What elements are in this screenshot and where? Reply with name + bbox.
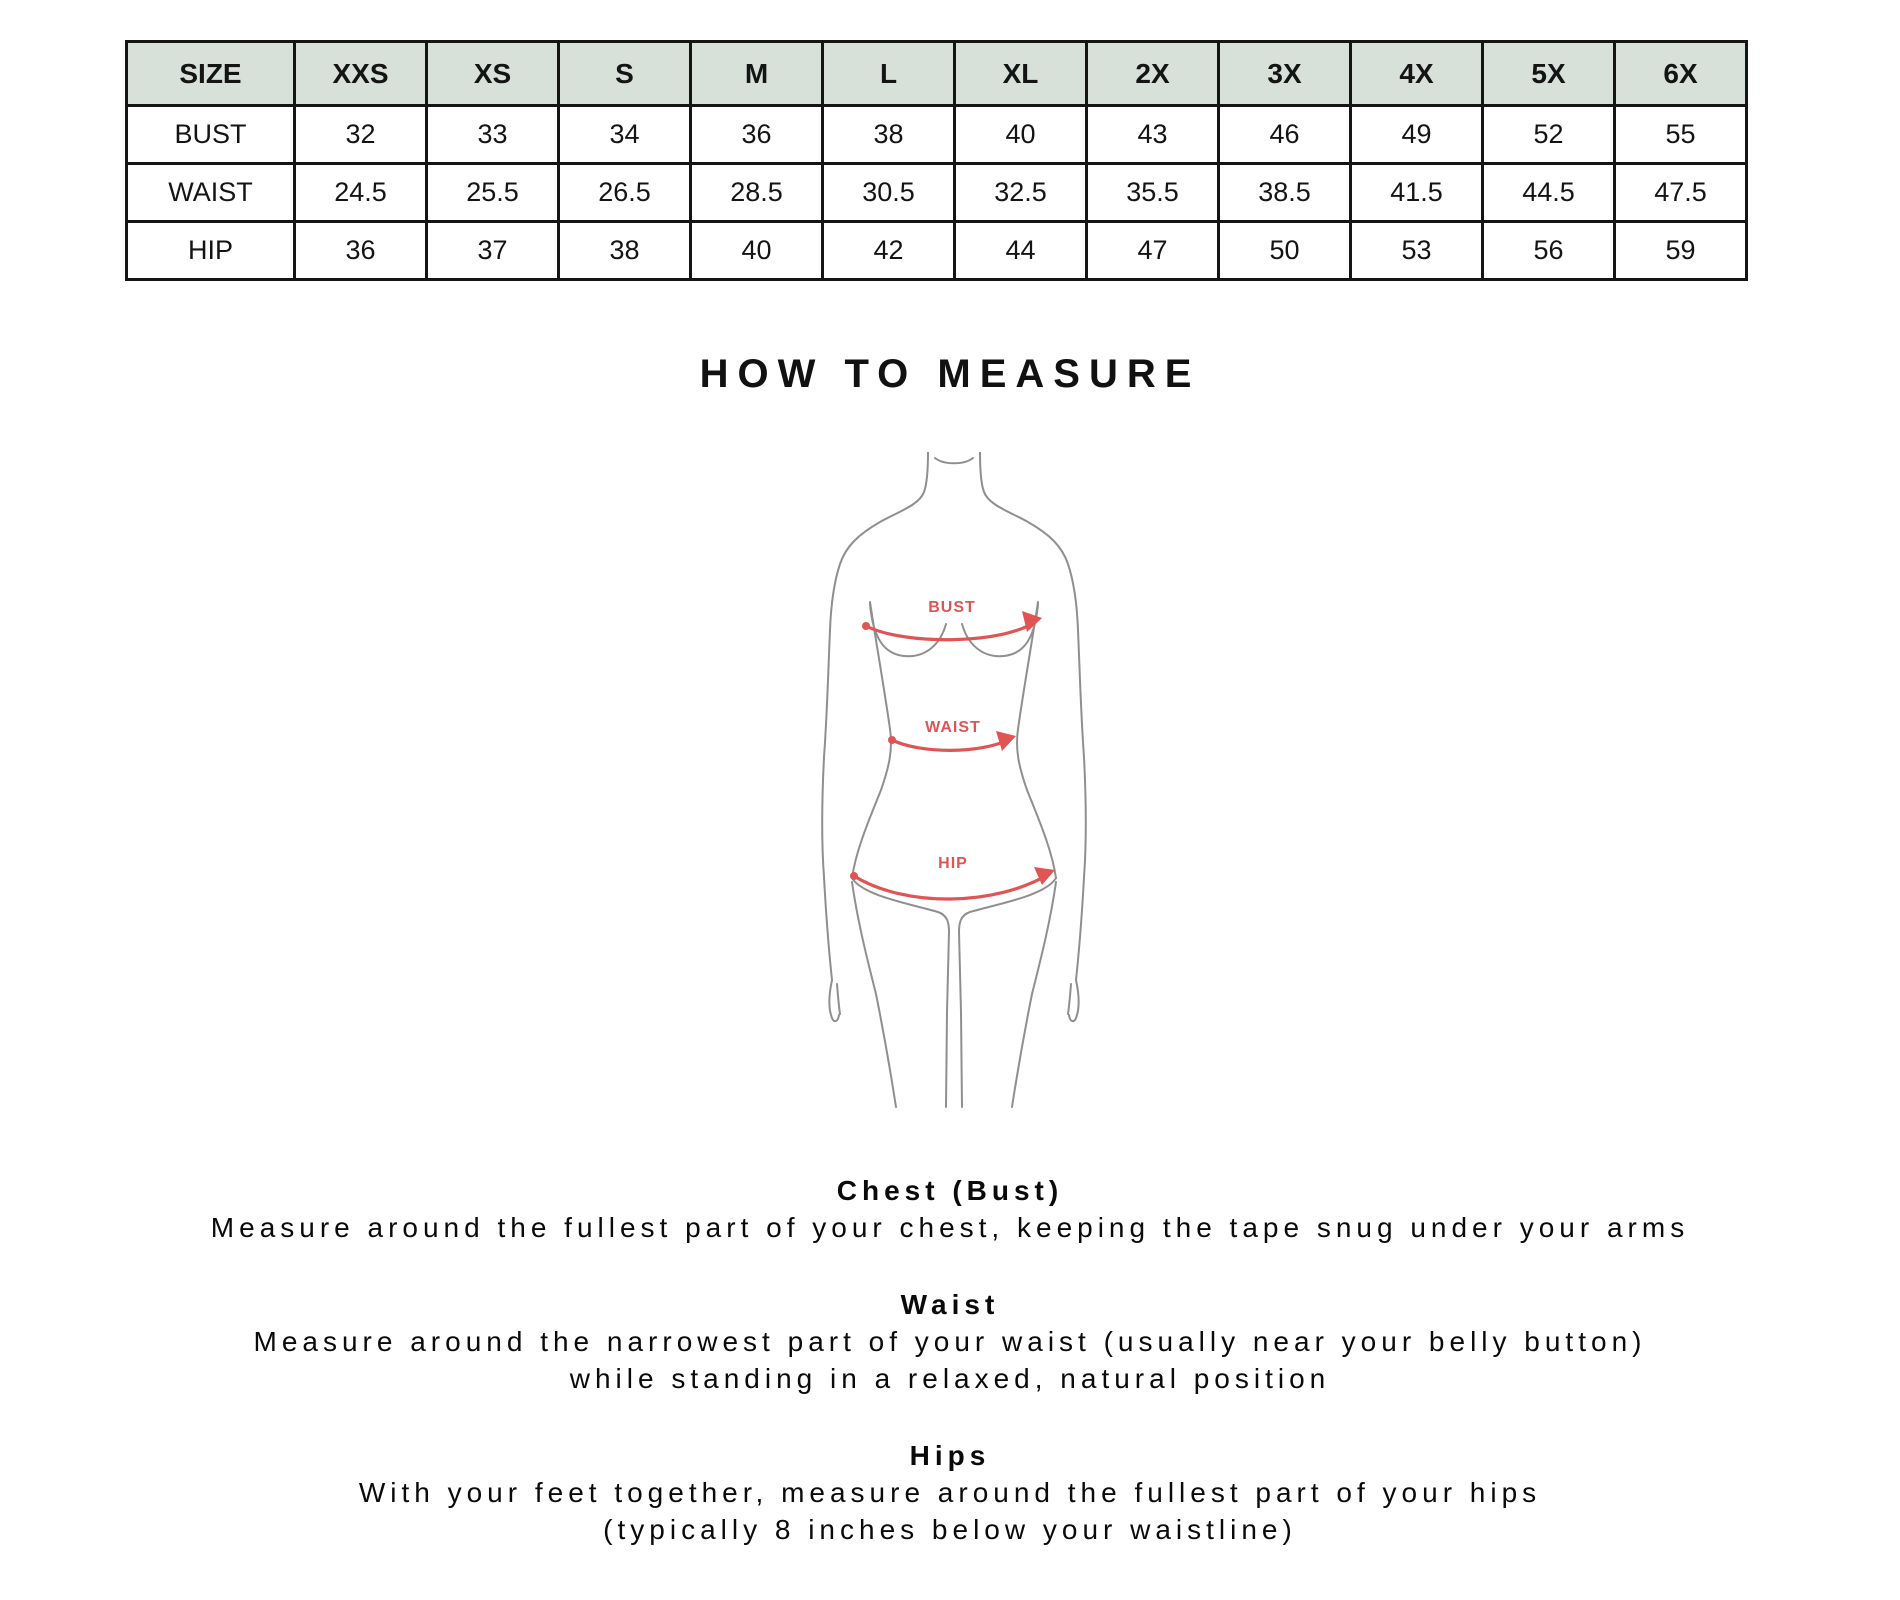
measurement-row-label: BUST <box>127 106 295 164</box>
measurement-value-cell: 32.5 <box>955 164 1087 222</box>
instruction-line: (typically 8 inches below your waistline) <box>603 1514 1297 1545</box>
instruction-title: Chest (Bust) <box>836 1175 1064 1206</box>
measurement-value-cell: 46 <box>1219 106 1351 164</box>
size-chart-row <box>127 164 1747 222</box>
measurement-value-cell: 47 <box>1087 222 1219 280</box>
measurement-value-cell: 43 <box>1087 106 1219 164</box>
measurement-value-cell: 38 <box>559 222 691 280</box>
size-column-header: L <box>823 42 955 106</box>
measurement-value-cell: 38 <box>823 106 955 164</box>
figure-chin-line <box>935 458 973 463</box>
measurement-value-cell: 38.5 <box>1219 164 1351 222</box>
figure-right-outer-leg <box>1012 882 1056 1107</box>
measurement-value-cell: 52 <box>1483 106 1615 164</box>
figure-left-outer-leg <box>852 882 896 1107</box>
measurement-value-cell: 25.5 <box>427 164 559 222</box>
instruction-section <box>0 1286 1900 1397</box>
size-column-header: XL <box>955 42 1087 106</box>
size-chart-row <box>127 106 1747 164</box>
measurement-value-cell: 47.5 <box>1615 164 1747 222</box>
measurement-value-cell: 56 <box>1483 222 1615 280</box>
instruction-section <box>0 1172 1900 1246</box>
measurement-value-cell: 41.5 <box>1351 164 1483 222</box>
measurement-value-cell: 24.5 <box>295 164 427 222</box>
measurement-value-cell: 36 <box>295 222 427 280</box>
size-column-header: 4X <box>1351 42 1483 106</box>
measurement-value-cell: 53 <box>1351 222 1483 280</box>
measurement-value-cell: 33 <box>427 106 559 164</box>
instruction-line: Measure around the fullest part of your chest, keeping the tape snug under your arms <box>210 1212 1690 1243</box>
measurement-value-cell: 40 <box>691 222 823 280</box>
figure-right-hand <box>1068 980 1079 1021</box>
instruction-title: Hips <box>909 1440 991 1471</box>
figure-right-arm-line <box>980 452 1086 980</box>
instruction-line: Measure around the narrowest part of your waist (usually near your belly button) <box>253 1326 1647 1357</box>
measurement-value-cell: 42 <box>823 222 955 280</box>
measurement-value-cell: 36 <box>691 106 823 164</box>
how-to-measure-heading: HOW TO MEASURE <box>699 352 1201 396</box>
measurement-value-cell: 34 <box>559 106 691 164</box>
size-column-header: XS <box>427 42 559 106</box>
measurement-value-cell: 40 <box>955 106 1087 164</box>
measurement-value-cell: 30.5 <box>823 164 955 222</box>
size-column-header: M <box>691 42 823 106</box>
measurement-value-cell: 59 <box>1615 222 1747 280</box>
instruction-section <box>0 1437 1900 1548</box>
figure-left-torso-line <box>852 602 949 1107</box>
size-chart-table <box>125 40 1748 281</box>
instruction-line: With your feet together, measure around the fullest part of your hips <box>358 1477 1542 1508</box>
bust-label: BUST <box>928 599 976 616</box>
size-column-header: 3X <box>1219 42 1351 106</box>
size-chart-row <box>127 222 1747 280</box>
instruction-title: Waist <box>900 1289 1000 1320</box>
size-column-header: XXS <box>295 42 427 106</box>
bust-measure-line <box>862 599 1042 640</box>
figure-left-arm-line <box>822 452 928 980</box>
waist-label: WAIST <box>925 719 981 736</box>
hip-measure-line <box>850 855 1055 899</box>
size-column-header: 5X <box>1483 42 1615 106</box>
measurement-row-label: HIP <box>127 222 295 280</box>
instruction-line: while standing in a relaxed, natural position <box>569 1363 1331 1394</box>
measurement-value-cell: 32 <box>295 106 427 164</box>
measurement-value-cell: 37 <box>427 222 559 280</box>
measurement-figure <box>816 452 1096 1112</box>
measurement-value-cell: 44 <box>955 222 1087 280</box>
measuring-instructions <box>0 1172 1900 1588</box>
measurement-value-cell: 49 <box>1351 106 1483 164</box>
measurement-value-cell: 35.5 <box>1087 164 1219 222</box>
size-column-header: 2X <box>1087 42 1219 106</box>
size-chart-body <box>127 106 1747 280</box>
figure-right-torso-line <box>959 602 1056 1107</box>
measurement-value-cell: 28.5 <box>691 164 823 222</box>
measurement-value-cell: 26.5 <box>559 164 691 222</box>
size-header-cell: SIZE <box>127 42 295 106</box>
size-column-header: 6X <box>1615 42 1747 106</box>
measurement-value-cell: 44.5 <box>1483 164 1615 222</box>
measurement-value-cell: 50 <box>1219 222 1351 280</box>
hip-label: HIP <box>938 855 968 872</box>
size-column-header: S <box>559 42 691 106</box>
waist-measure-line <box>888 719 1016 751</box>
size-chart-header-row <box>127 42 1747 106</box>
measurement-value-cell: 55 <box>1615 106 1747 164</box>
measurement-row-label: WAIST <box>127 164 295 222</box>
body-outline-illustration <box>816 452 1096 1112</box>
figure-left-hand <box>829 980 840 1021</box>
